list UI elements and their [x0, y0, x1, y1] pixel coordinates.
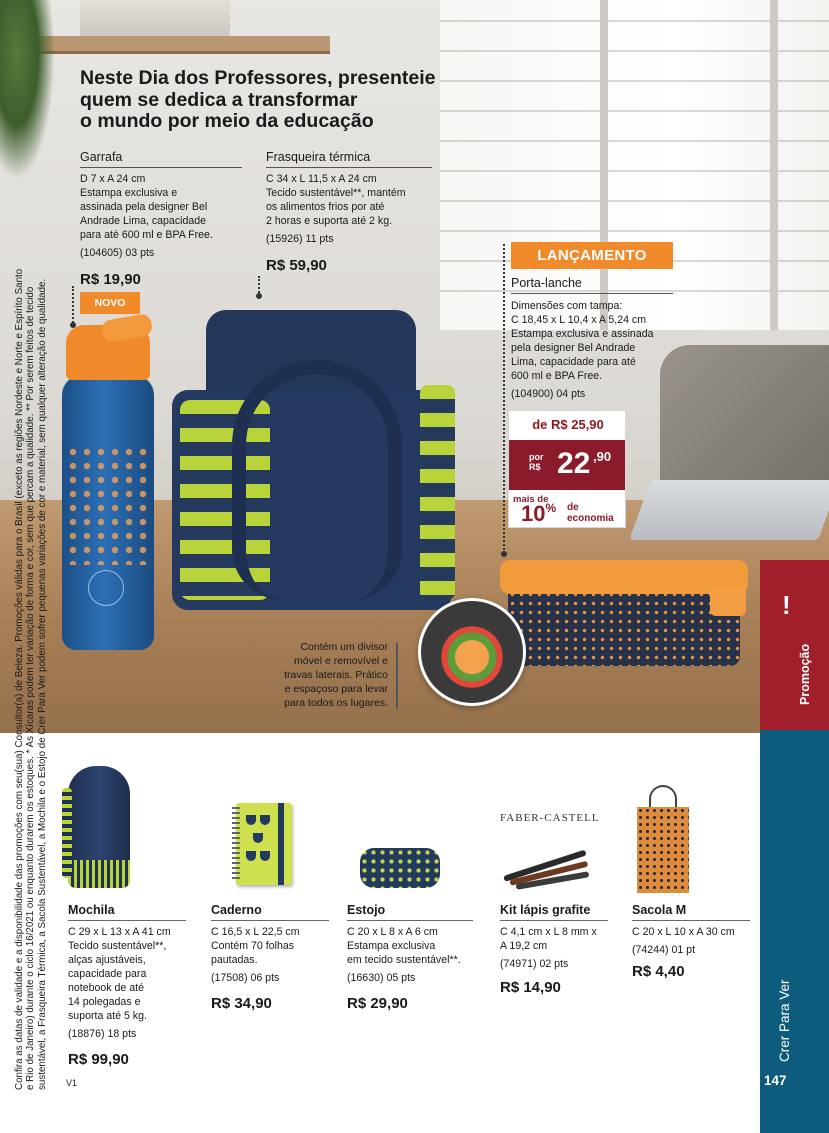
divider: [511, 293, 673, 294]
sale-price-cents: ,90: [593, 449, 612, 464]
product-code: (18876) 18 pts: [68, 1028, 137, 1040]
window-frame: [600, 0, 608, 330]
legal-disclaimer: [14, 220, 48, 1090]
desc-line: C 34 x L 11,5 x A 24 cm: [266, 173, 377, 185]
product-code: (104900) 04 pts: [511, 388, 586, 400]
mochila-title: Mochila: [68, 903, 115, 917]
desc-line: C 20 x L 10 x A 30 cm: [632, 926, 735, 938]
original-price: de R$ 25,90: [532, 417, 604, 432]
caderno-image: [232, 803, 292, 885]
sacola-price: R$ 4,40: [632, 963, 685, 980]
product-code: (17508) 06 pts: [211, 972, 280, 984]
desc-line: para até 600 ml e BPA Free.: [80, 229, 213, 241]
pointer-dot: [70, 322, 76, 328]
desc-line: suporta até 5 kg.: [68, 1010, 147, 1022]
callout-line: Contém um divisor: [300, 641, 388, 653]
notebook-pattern: [260, 815, 270, 825]
kit-lapis-image: [500, 840, 590, 890]
callout-line: para todos os lugares.: [284, 697, 388, 709]
desc-line: Andrade Lima, capacidade: [80, 215, 207, 227]
product-code: (74244) 01 pt: [632, 944, 696, 956]
mochila-image: [62, 758, 136, 890]
mochila-description: [68, 925, 198, 1041]
discount-value: 10: [521, 501, 546, 526]
desc-line: C 29 x L 13 x A 41 cm: [68, 926, 171, 938]
promo-tab-label: Promoção: [798, 643, 812, 705]
bag-strap: [232, 360, 402, 600]
backpack-strap: [62, 788, 72, 878]
desc-line: os alimentos frios por até: [266, 201, 385, 213]
kit-title: Kit lápis grafite: [500, 903, 591, 917]
frasqueira-description: [266, 172, 446, 246]
economia-line: economia: [567, 513, 614, 524]
desc-line: Tecido sustentável**, mantém: [266, 187, 406, 199]
bottle-pattern: [66, 445, 150, 565]
pointer-line: [503, 244, 505, 554]
headline: [80, 68, 480, 133]
estojo-description: [347, 925, 487, 985]
laptop: [629, 480, 829, 540]
kit-description: [500, 925, 620, 971]
desc-line: pautadas.: [211, 954, 258, 966]
sacola-description: [632, 925, 757, 957]
brand-tab-label: Crer Para Ver: [777, 979, 792, 1062]
desc-line: D 7 x A 24 cm: [80, 173, 146, 185]
callout-bracket: [390, 643, 398, 709]
pencilcase-body: [360, 848, 440, 888]
frasqueira-price: R$ 59,90: [266, 257, 327, 274]
faber-castell-logo: FABER-CASTELL: [500, 812, 600, 824]
bag-body: [637, 807, 689, 893]
kit-price: R$ 14,90: [500, 979, 561, 996]
garrafa-description: [80, 172, 250, 260]
desc-line: 2 horas e suporta até 2 kg.: [266, 215, 393, 227]
desc-line: Estampa exclusiva: [347, 940, 436, 952]
divider: [632, 920, 750, 921]
divider: [266, 167, 432, 168]
lunchbox-clip: [710, 588, 746, 616]
legal-line: Confira as datas de validade e a disponibilidade das promoções com seu(sua) Consultor(a) de Beleza. Promoções válidas para o Brasil (exceto as regiões Nordeste e Norte e Espírito Santo: [14, 268, 25, 1090]
plant: [0, 0, 55, 180]
desc-line: C 20 x L 8 x A 6 cm: [347, 926, 438, 938]
desc-line: 600 ml e BPA Free.: [511, 370, 603, 382]
desc-line: Lima, capacidade para até: [511, 356, 636, 368]
desc-line: Estampa exclusiva e: [80, 187, 178, 199]
legal-line: sustentável, a Frasqueira Térmica, a Sacola Sustentável, a Mochila e o Estojo de Crer Para Ver podem sofrer pequenas variações de cor e material, sem qualquer alteração de qualidade.: [36, 278, 48, 1090]
lunchbox-callout: [262, 640, 388, 710]
frasqueira-image: [162, 310, 457, 640]
callout-line: e espaçoso para levar: [284, 683, 388, 695]
desc-line: alças ajustáveis,: [68, 954, 146, 966]
product-code: (104605) 03 pts: [80, 247, 155, 259]
sale-price-label: [529, 452, 544, 472]
por-label: por: [529, 452, 544, 462]
desc-line: notebook de até: [68, 982, 144, 994]
porta-lanche-title: Porta-lanche: [511, 276, 582, 290]
headline-line: quem se dedica a transformar: [80, 88, 358, 111]
pointer-dot: [256, 293, 262, 299]
product-code: (15926) 11 pts: [266, 233, 334, 245]
notebook-pattern: [246, 815, 256, 825]
divider: [211, 920, 329, 921]
discount-percent: [521, 501, 556, 527]
pointer-line: [72, 286, 74, 326]
desc-line: C 4,1 cm x L 8 mm x: [500, 926, 597, 938]
garrafa-image: [62, 325, 154, 650]
desc-line: C 16,5 x L 22,5 cm: [211, 926, 300, 938]
desc-line: Tecido sustentável**,: [68, 940, 167, 952]
desc-line: pela designer Bel Andrade: [511, 342, 636, 354]
offer-box: [508, 410, 626, 528]
notebook-band: [278, 803, 284, 885]
lunchbox-body: [508, 590, 740, 666]
promo-tab: [760, 560, 829, 730]
product-code: (16630) 05 pts: [347, 972, 416, 984]
notebook-spiral: [232, 807, 240, 881]
sale-price-integer: 22: [557, 447, 591, 480]
desc-line: capacidade para: [68, 968, 147, 980]
desc-line: em tecido sustentável**.: [347, 954, 461, 966]
lunchbox-detail-image: [418, 598, 526, 706]
frasqueira-title: Frasqueira térmica: [266, 150, 371, 164]
product-code: (74971) 02 pts: [500, 958, 569, 970]
caderno-description: [211, 925, 341, 985]
headline-line: Neste Dia dos Professores, presenteie: [80, 67, 436, 89]
notebook-pattern: [253, 833, 263, 843]
estojo-title: Estojo: [347, 903, 386, 917]
estojo-price: R$ 29,90: [347, 995, 408, 1012]
desc-line: Dimensões com tampa:: [511, 300, 623, 312]
version-label: V1: [66, 1078, 78, 1088]
page-number: 147: [764, 1073, 787, 1088]
books: [80, 0, 230, 36]
lancamento-badge: LANÇAMENTO: [511, 242, 673, 269]
notebook-pattern: [246, 851, 256, 861]
porta-lanche-description: [511, 299, 691, 401]
legal-line: e Rio de Janeiro) durante o ciclo 16/2021 ou enquanto durarem os estoques. * As Xícaras podem ter variação de forma e cor, sem que percam a qualidade. ** Por serem feitos de tecido: [25, 286, 37, 1090]
bag-stripes: [420, 385, 455, 600]
economia-label: [567, 502, 614, 524]
mochila-price: R$ 99,90: [68, 1051, 129, 1068]
percent-sign: %: [545, 501, 557, 515]
sacola-image: [637, 785, 689, 893]
divider: [68, 920, 186, 921]
headline-line: o mundo por meio da educação: [80, 110, 374, 132]
backpack-bottom: [68, 860, 130, 888]
callout-line: travas laterais. Prático: [284, 669, 388, 681]
desc-line: Contém 70 folhas: [211, 940, 295, 952]
desc-line: A 19,2 cm: [500, 940, 548, 952]
sale-price-box: [509, 440, 625, 490]
porta-lanche-image: [500, 560, 748, 670]
window-frame: [770, 0, 778, 330]
desc-line: assinada pela designer Bel: [80, 201, 208, 213]
divider: [347, 920, 473, 921]
mais-de-label: mais de: [513, 494, 549, 505]
exclamation-icon: !: [782, 590, 791, 620]
divider: [80, 167, 242, 168]
caderno-title: Caderno: [211, 903, 262, 917]
notebook-pattern: [260, 851, 270, 861]
divider: [500, 920, 608, 921]
economia-line: de: [567, 502, 579, 513]
desc-line: 14 polegadas e: [68, 996, 141, 1008]
sacola-title: Sacola M: [632, 903, 687, 917]
pointer-dot: [501, 551, 507, 557]
estojo-image: [360, 848, 440, 888]
garrafa-price: R$ 19,90: [80, 271, 141, 288]
garrafa-title: Garrafa: [80, 150, 123, 164]
currency-label: R$: [529, 462, 541, 472]
desc-line: Estampa exclusiva e assinada: [511, 328, 654, 340]
desc-line: C 18,45 x L 10,4 x A 5,24 cm: [511, 314, 647, 326]
callout-line: móvel e removível e: [294, 655, 388, 667]
caderno-price: R$ 34,90: [211, 995, 272, 1012]
novo-badge: NOVO: [80, 292, 140, 314]
bottle-logo: [88, 570, 124, 606]
